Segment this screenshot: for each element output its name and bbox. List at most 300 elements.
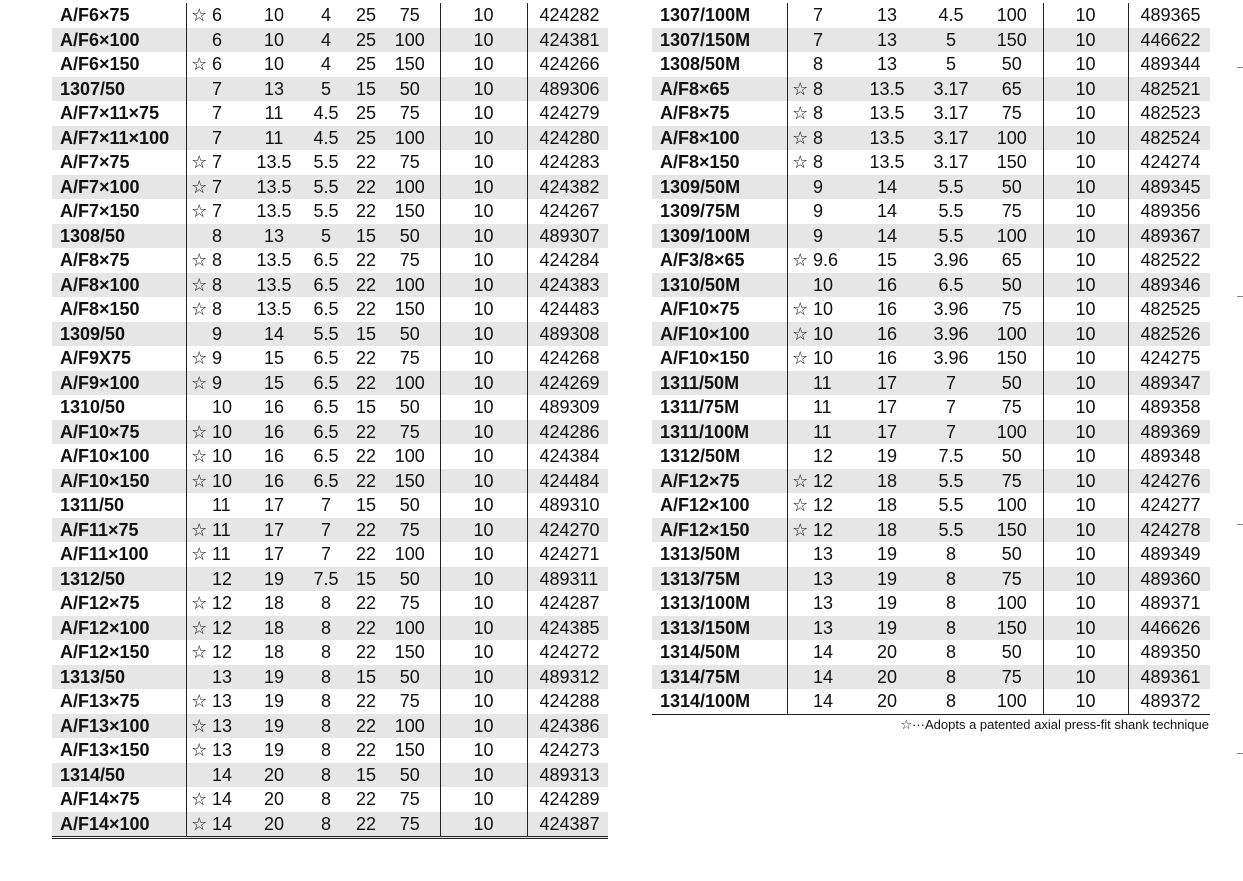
code-cell: 424282 [539, 5, 600, 25]
diameter-cell: 13 [813, 616, 853, 641]
dim-c-cell: 25 [355, 103, 377, 123]
length-cell: 100 [981, 689, 1043, 714]
diameter-cell: 9.6 [813, 250, 839, 270]
table-row [652, 28, 1210, 53]
model-cell: 1314/75M [652, 665, 787, 690]
diameter-cell: 9 [212, 348, 223, 368]
diameter-cell: 11 [212, 518, 248, 543]
dim-b-cell: 5.5 [921, 175, 981, 200]
model-cell: A/F6×150 [52, 52, 186, 77]
diameter-cell: 14 [212, 789, 233, 809]
dim-a-cell: 20 [248, 812, 300, 838]
dim-c-cell: 22 [352, 469, 380, 494]
table-row [52, 738, 608, 763]
length-cell: 75 [1001, 103, 1022, 123]
qty-cell: 10 [440, 395, 527, 420]
dim-b-cell: 5.5 [921, 518, 981, 543]
dim-b-cell: 3.17 [933, 152, 969, 172]
dim-b-cell: 5 [945, 54, 956, 74]
diameter-cell: 11 [813, 371, 853, 396]
code-cell: 424385 [527, 616, 608, 641]
star-icon: ☆ [186, 175, 212, 200]
dim-a-cell: 19 [853, 616, 921, 641]
diameter-cell: 13 [813, 567, 853, 592]
dim-c-cell: 22 [355, 250, 377, 270]
star-icon: ☆ [191, 593, 208, 613]
qty-cell: 10 [1043, 52, 1128, 77]
star-icon [186, 395, 212, 420]
dim-b-cell: 8 [300, 714, 352, 739]
length-cell: 150 [981, 616, 1043, 641]
code-cell: 424286 [527, 420, 608, 445]
star-icon: ☆ [191, 544, 208, 564]
model-cell: A/F12×150 [52, 640, 186, 665]
dim-c-cell: 22 [355, 201, 377, 221]
model-cell: 1308/50M [652, 52, 787, 77]
diameter-cell: 11 [813, 420, 853, 445]
dim-a-cell: 13.5 [248, 273, 300, 298]
diameter-cell: 9 [212, 322, 248, 347]
table-row [52, 199, 608, 224]
dim-a-cell: 10 [248, 28, 300, 53]
dim-b-cell: 5.5 [921, 469, 981, 494]
star-icon [186, 28, 212, 53]
model-cell: A/F7×75 [52, 150, 186, 175]
dim-b-cell: 6.5 [300, 273, 352, 298]
length-cell: 100 [380, 28, 440, 53]
table-row [652, 518, 1210, 543]
star-icon: ☆ [191, 201, 208, 221]
length-cell: 150 [981, 28, 1043, 53]
diameter-cell: 10 [813, 273, 853, 298]
model-cell: 1309/75M [652, 199, 787, 224]
model-cell: 1310/50M [652, 273, 787, 298]
dim-b-cell: 8 [300, 812, 352, 838]
table-row [52, 322, 608, 347]
code-cell: 424269 [527, 371, 608, 396]
star-icon: ☆ [186, 714, 212, 739]
length-cell: 50 [380, 567, 440, 592]
table-row [652, 297, 1210, 322]
qty-cell: 10 [1043, 126, 1128, 151]
footnote: ☆···Adopts a patented axial press-fit shank technique [900, 717, 1209, 732]
star-icon [186, 224, 212, 249]
dim-b-cell: 8 [320, 593, 331, 613]
table-row [52, 616, 608, 641]
qty-cell: 10 [440, 616, 527, 641]
length-cell: 50 [380, 224, 440, 249]
code-cell: 424278 [1128, 518, 1210, 543]
dim-b-cell: 3.96 [933, 348, 969, 368]
model-cell: A/F12×150 [652, 518, 787, 543]
table-row [652, 640, 1210, 665]
table-row [52, 714, 608, 739]
dim-b-cell: 5 [921, 28, 981, 53]
code-cell: 424270 [527, 518, 608, 543]
length-cell: 75 [399, 5, 420, 25]
length-cell: 150 [996, 348, 1027, 368]
diameter-cell: 10 [212, 469, 248, 494]
model-cell: 1314/50M [652, 640, 787, 665]
diameter-cell: 9 [813, 175, 853, 200]
diameter-cell: 10 [212, 397, 233, 417]
dim-a-cell: 19 [263, 691, 285, 711]
star-icon: ☆ [186, 469, 212, 494]
model-cell: A/F7×100 [52, 175, 186, 200]
star-icon [186, 322, 212, 347]
qty-cell: 10 [440, 469, 527, 494]
dim-b-cell: 7.5 [938, 446, 964, 466]
dim-c-cell: 22 [352, 371, 380, 396]
table-row [652, 126, 1210, 151]
table-row [52, 689, 608, 714]
diameter-cell: 10 [212, 420, 248, 445]
dim-b-cell: 8 [921, 567, 981, 592]
length-cell: 100 [996, 5, 1027, 25]
length-cell: 150 [394, 299, 425, 319]
table-row [52, 395, 608, 420]
table-row [52, 518, 608, 543]
dim-b-cell: 3.96 [933, 250, 969, 270]
length-cell: 50 [981, 175, 1043, 200]
model-cell: A/F8×65 [652, 77, 787, 102]
dim-b-cell: 8 [320, 642, 331, 662]
star-icon: ☆ [191, 642, 208, 662]
qty-cell: 10 [1043, 175, 1128, 200]
model-cell: A/F10×150 [652, 346, 787, 371]
diameter-cell: 13 [212, 691, 233, 711]
code-cell: 489372 [1128, 689, 1210, 714]
table-row [52, 273, 608, 298]
length-cell: 75 [1001, 299, 1022, 319]
length-cell: 50 [1001, 54, 1022, 74]
table-row [52, 371, 608, 396]
dim-b-cell: 4 [300, 28, 352, 53]
dim-b-cell: 5.5 [300, 322, 352, 347]
star-icon: ☆ [792, 152, 809, 172]
model-cell: 1311/50 [52, 493, 186, 518]
qty-cell: 10 [1043, 542, 1128, 567]
dim-c-cell: 15 [352, 224, 380, 249]
star-icon: ☆ [191, 740, 208, 760]
model-cell: A/F10×150 [52, 469, 186, 494]
dim-b-cell: 5.5 [300, 175, 352, 200]
length-cell: 65 [1001, 250, 1022, 270]
dim-a-cell: 19 [876, 544, 898, 564]
star-icon: ☆ [787, 469, 813, 494]
model-cell: A/F7×11×100 [52, 126, 186, 151]
code-cell: 489360 [1128, 567, 1210, 592]
length-cell: 150 [394, 201, 425, 221]
dim-b-cell: 3.96 [921, 322, 981, 347]
qty-cell: 10 [440, 150, 527, 175]
code-cell: 424268 [539, 348, 600, 368]
star-icon: ☆ [186, 518, 212, 543]
table-row [652, 322, 1210, 347]
length-cell: 50 [981, 273, 1043, 298]
table-row [652, 199, 1210, 224]
dim-b-cell: 6.5 [921, 273, 981, 298]
star-icon [787, 273, 813, 298]
table-row [652, 542, 1210, 567]
table-row [652, 420, 1210, 445]
star-icon: ☆ [792, 103, 809, 123]
length-cell: 75 [981, 567, 1043, 592]
dim-c-cell: 22 [355, 740, 377, 760]
table-row [52, 812, 608, 838]
star-icon: ☆ [787, 126, 813, 151]
dim-b-cell: 7 [921, 371, 981, 396]
length-cell: 100 [380, 175, 440, 200]
dim-c-cell: 22 [355, 642, 377, 662]
table-row [52, 665, 608, 690]
length-cell: 100 [996, 593, 1027, 613]
diameter-cell: 12 [212, 616, 248, 641]
qty-cell: 10 [440, 126, 527, 151]
length-cell: 75 [981, 469, 1043, 494]
diameter-cell: 14 [813, 665, 853, 690]
dim-a-cell: 19 [853, 567, 921, 592]
qty-cell: 10 [1043, 322, 1128, 347]
dim-a-cell: 20 [263, 789, 285, 809]
table-row [652, 395, 1210, 420]
qty-cell: 10 [1043, 420, 1128, 445]
dim-b-cell: 4.5 [300, 126, 352, 151]
dim-b-cell: 8 [921, 689, 981, 714]
model-cell: A/F9×100 [52, 371, 186, 396]
dim-c-cell: 25 [355, 5, 377, 25]
diameter-cell: 6 [212, 54, 223, 74]
diameter-cell: 12 [212, 567, 248, 592]
star-icon: ☆ [186, 273, 212, 298]
qty-cell: 10 [440, 738, 527, 763]
model-cell: A/F6×100 [52, 28, 186, 53]
diameter-cell: 11 [813, 397, 832, 417]
qty-cell: 10 [440, 591, 527, 616]
length-cell: 100 [981, 322, 1043, 347]
dim-c-cell: 22 [352, 518, 380, 543]
diameter-cell: 8 [813, 103, 824, 123]
table-row [52, 493, 608, 518]
dim-c-cell: 22 [352, 175, 380, 200]
dim-a-cell: 15 [876, 250, 898, 270]
edge-mark [1237, 524, 1243, 525]
code-cell: 424272 [539, 642, 600, 662]
dim-a-cell: 13.5 [256, 201, 292, 221]
qty-cell: 10 [1043, 665, 1128, 690]
dim-c-cell: 15 [352, 322, 380, 347]
table-row [52, 224, 608, 249]
dim-c-cell: 15 [355, 397, 377, 417]
diameter-cell: 6 [212, 5, 223, 25]
dim-a-cell: 18 [263, 642, 285, 662]
dim-a-cell: 13.5 [853, 126, 921, 151]
code-cell: 424280 [527, 126, 608, 151]
length-cell: 100 [394, 544, 425, 564]
dim-b-cell: 7 [320, 495, 331, 515]
model-cell: 1307/150M [652, 28, 787, 53]
dim-b-cell: 3.96 [933, 299, 969, 319]
code-cell: 489348 [1140, 446, 1201, 466]
table-row [652, 493, 1210, 518]
dim-b-cell: 8 [320, 740, 331, 760]
dim-b-cell: 3.17 [921, 77, 981, 102]
code-cell: 489367 [1128, 224, 1210, 249]
length-cell: 100 [996, 495, 1027, 515]
diameter-cell: 8 [212, 299, 223, 319]
diameter-cell: 13 [813, 544, 834, 564]
dim-a-cell: 16 [263, 446, 285, 466]
star-icon [186, 77, 212, 102]
star-icon: ☆ [191, 446, 208, 466]
code-cell: 482523 [1140, 103, 1201, 123]
qty-cell: 10 [440, 714, 527, 739]
diameter-cell: 11 [212, 495, 231, 515]
dim-a-cell: 14 [876, 201, 898, 221]
model-cell: 1313/50 [52, 665, 186, 690]
right-spec-table [652, 3, 1210, 715]
table-row [52, 640, 608, 665]
diameter-cell: 8 [813, 54, 824, 74]
table-row [52, 150, 608, 175]
star-icon [787, 28, 813, 53]
dim-b-cell: 8 [320, 691, 331, 711]
qty-cell: 10 [440, 224, 527, 249]
star-icon [787, 689, 813, 714]
left-spec-table [52, 3, 608, 839]
length-cell: 75 [1001, 201, 1022, 221]
diameter-cell: 13 [212, 714, 248, 739]
table-row [52, 346, 608, 371]
dim-b-cell: 6.5 [313, 250, 339, 270]
code-cell: 424284 [539, 250, 600, 270]
code-cell: 489308 [527, 322, 608, 347]
diameter-cell: 11 [212, 544, 231, 564]
qty-cell: 10 [440, 542, 527, 567]
diameter-cell: 7 [212, 126, 248, 151]
qty-cell: 10 [440, 689, 527, 714]
dim-a-cell: 18 [853, 518, 921, 543]
star-icon [787, 591, 813, 616]
dim-b-cell: 7 [945, 397, 956, 417]
qty-cell: 10 [440, 101, 527, 126]
qty-cell: 10 [1043, 518, 1128, 543]
length-cell: 100 [981, 224, 1043, 249]
code-cell: 489349 [1140, 544, 1201, 564]
code-cell: 424276 [1128, 469, 1210, 494]
diameter-cell: 8 [813, 152, 824, 172]
star-icon: ☆ [191, 789, 208, 809]
dim-b-cell: 8 [300, 616, 352, 641]
diameter-cell: 12 [813, 446, 834, 466]
dim-b-cell: 6.5 [313, 446, 339, 466]
dim-b-cell: 5.5 [313, 152, 339, 172]
dim-c-cell: 22 [352, 714, 380, 739]
dim-a-cell: 13.5 [869, 152, 905, 172]
dim-a-cell: 19 [263, 740, 285, 760]
qty-cell: 10 [1043, 689, 1128, 714]
dim-c-cell: 15 [355, 495, 377, 515]
table-row [652, 444, 1210, 469]
qty-cell: 10 [440, 640, 527, 665]
length-cell: 50 [380, 322, 440, 347]
table-row [652, 273, 1210, 298]
star-icon [787, 567, 813, 592]
star-icon [186, 763, 212, 788]
diameter-cell: 12 [212, 593, 233, 613]
dim-a-cell: 11 [248, 126, 300, 151]
model-cell: A/F7×11×75 [52, 101, 186, 126]
star-icon: ☆ [792, 495, 809, 515]
table-row [652, 224, 1210, 249]
dim-c-cell: 15 [352, 77, 380, 102]
model-cell: A/F12×100 [652, 493, 787, 518]
length-cell: 100 [380, 126, 440, 151]
table-row [52, 420, 608, 445]
star-icon: ☆ [191, 691, 208, 711]
qty-cell: 10 [440, 322, 527, 347]
length-cell: 50 [1001, 642, 1022, 662]
dim-b-cell: 6.5 [300, 469, 352, 494]
model-cell: A/F11×75 [52, 518, 186, 543]
dim-a-cell: 17 [853, 420, 921, 445]
model-cell: A/F12×100 [52, 616, 186, 641]
qty-cell: 10 [1043, 3, 1128, 28]
code-cell: 424277 [1140, 495, 1201, 515]
diameter-cell: 6 [212, 28, 248, 53]
dim-a-cell: 13 [876, 5, 898, 25]
dim-b-cell: 8 [300, 665, 352, 690]
star-icon [787, 665, 813, 690]
dim-c-cell: 22 [355, 152, 377, 172]
star-icon [787, 199, 813, 224]
length-cell: 150 [996, 152, 1027, 172]
model-cell: A/F8×100 [52, 273, 186, 298]
model-cell: A/F8×75 [652, 101, 787, 126]
dim-b-cell: 5.5 [938, 495, 964, 515]
length-cell: 75 [399, 348, 420, 368]
table-row [52, 297, 608, 322]
model-cell: 1309/100M [652, 224, 787, 249]
diameter-cell: 10 [212, 446, 233, 466]
table-row [52, 52, 608, 77]
table-row [652, 248, 1210, 273]
dim-a-cell: 16 [248, 469, 300, 494]
model-cell: A/F14×75 [52, 787, 186, 812]
qty-cell: 10 [1043, 150, 1128, 175]
code-cell: 424383 [527, 273, 608, 298]
length-cell: 100 [380, 371, 440, 396]
edge-mark [1237, 296, 1243, 297]
dim-a-cell: 20 [853, 665, 921, 690]
length-cell: 75 [380, 518, 440, 543]
table-row [52, 101, 608, 126]
length-cell: 75 [380, 812, 440, 838]
star-icon: ☆ [191, 152, 208, 172]
dim-a-cell: 15 [248, 371, 300, 396]
qty-cell: 10 [440, 248, 527, 273]
qty-cell: 10 [440, 444, 527, 469]
star-icon [787, 640, 813, 665]
model-cell: A/F8×75 [52, 248, 186, 273]
length-cell: 50 [399, 397, 420, 417]
dim-a-cell: 10 [263, 5, 285, 25]
dim-a-cell: 18 [876, 495, 898, 515]
dim-a-cell: 13.5 [248, 175, 300, 200]
code-cell: 489313 [527, 763, 608, 788]
dim-c-cell: 15 [352, 763, 380, 788]
model-cell: 1309/50 [52, 322, 186, 347]
